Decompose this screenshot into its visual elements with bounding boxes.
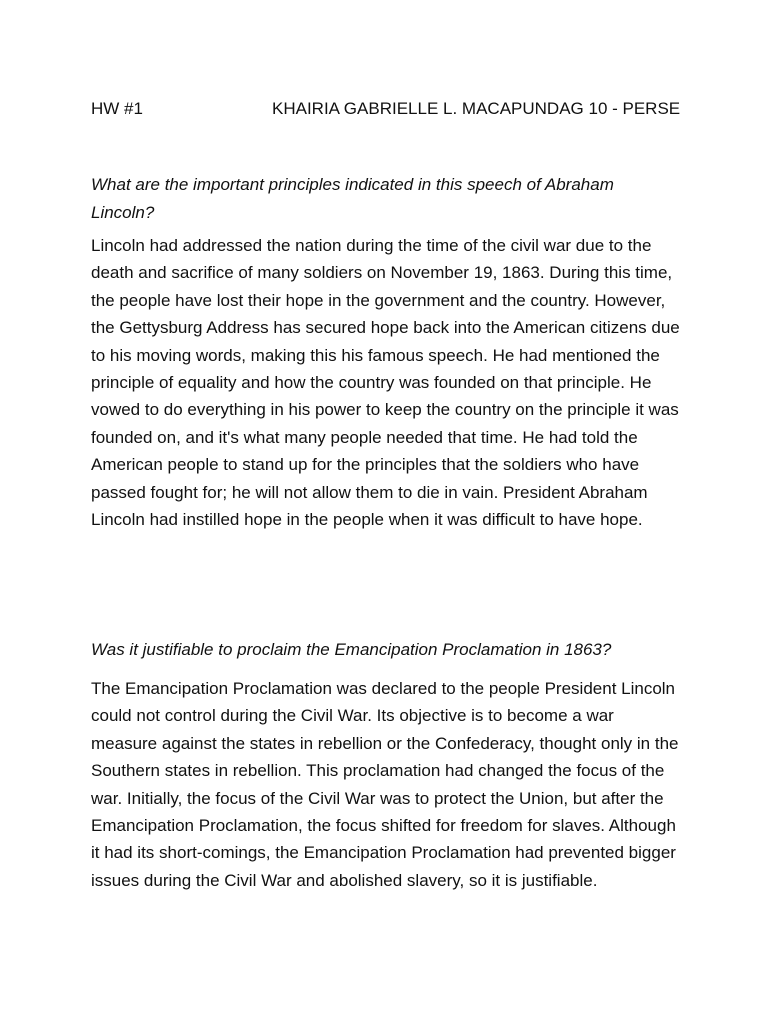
question-2: Was it justifiable to proclaim the Emancipation Proclamation in 1863? bbox=[91, 640, 612, 659]
answer-2: The Emancipation Proclamation was declared to the people President Lincoln could not control during the Civil War. Its objective is to become a war measure against the states in rebellion or the Confederacy, thought only in the Southern states in rebellion. This proclamation had changed the focus of the war. Initially, the focus of the Civil War was to protect the Union, but after the Emancipation Proclamation, the focus shifted for freedom for slaves. Although it had its short-comings, the Emancipation Proclamation had prevented bigger issues during the Civil War and abolished slavery, so it is justifiable. bbox=[91, 679, 679, 890]
answer-1: Lincoln had addressed the nation during the time of the civil war due to the death and sacrifice of many soldiers on November 19, 1863. During this time, the people have lost their hope in the government and the country. However, the Gettysburg Address has secured hope back into the American citizens due to his moving words, making this his famous speech. He had mentioned the principle of equality and how the country was founded on that principle. He vowed to do everything in his power to keep the country on the principle it was founded on, and it's what many people needed that time. He had told the American people to stand up for the principles that the soldiers who have passed fought for; he will not allow them to die in vain. President Abraham Lincoln had instilled hope in the people when it was difficult to have hope. bbox=[91, 236, 680, 530]
document-header bbox=[91, 97, 691, 121]
homework-label: HW #1 bbox=[91, 99, 143, 118]
student-info: KHAIRIA GABRIELLE L. MACAPUNDAG 10 - PERSE bbox=[272, 99, 681, 118]
question-1: What are the important principles indicated in this speech of Abraham Lincoln? bbox=[91, 175, 614, 222]
